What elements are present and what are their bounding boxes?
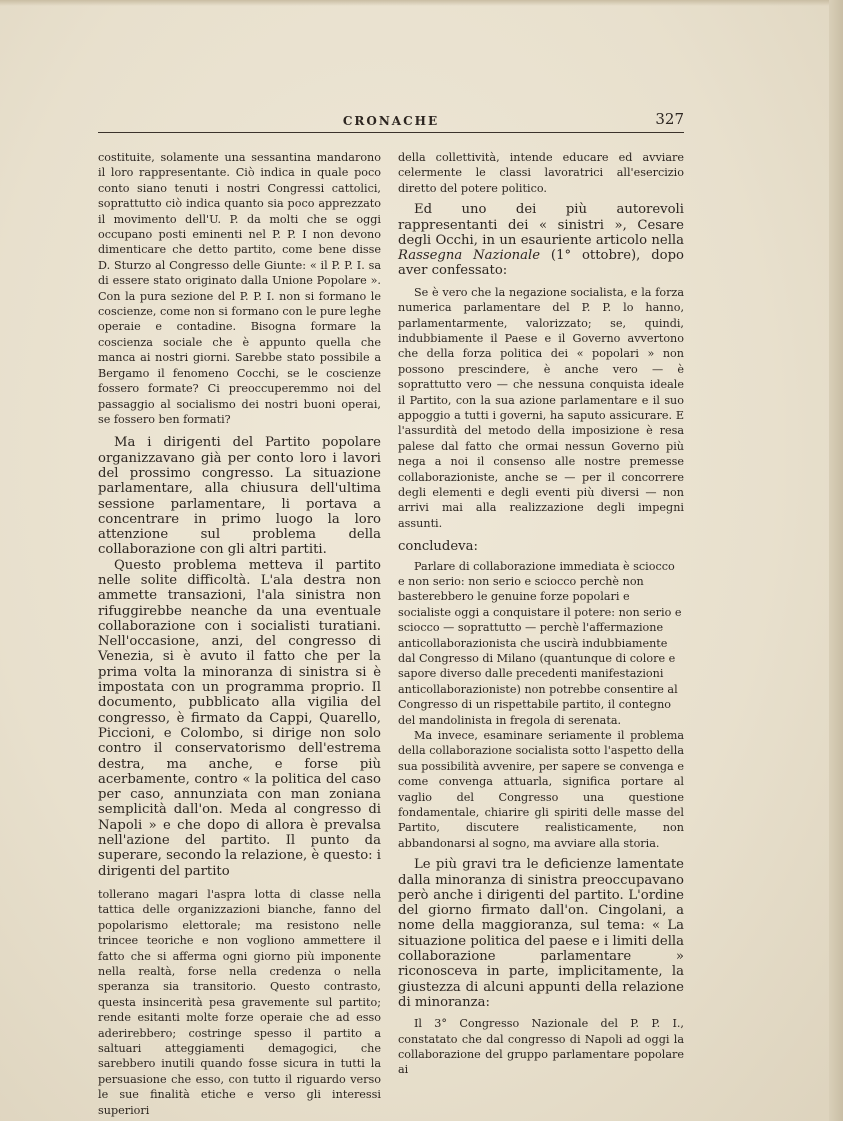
page-header	[98, 112, 684, 134]
paragraph-left-2: Ma i dirigenti del Partito popolare organizzavano già per conto loro i lavori del prossimo congresso. La situazione parlamentare, alla chiusura dell'ultima sessione parlamentare, li portava a concentrare in primo luogo la loro attenzione sul problema della collaborazione con gli altri partiti.	[98, 435, 381, 558]
paragraph-right-2-text-a: Ed uno dei più autorevoli rappresentanti dei « sinistri », Cesare degli Occhi, in un esauriente articolo nella	[398, 202, 684, 248]
quote-right-1: della collettività, intende educare ed avviare celermente le classi lavoratrici all'esercizio diretto del potere politico.	[398, 151, 684, 195]
quote-left-1: tollerano magari l'aspra lotta di classe nella tattica delle organizzazioni bianche, fanno del popolarismo elettorale; ma resistono nelle trincee teoriche e non vogliono ammettere il fatto che si afferma ogni giorno più imponente nella realtà, forse nella credenza o nella speranza sia transitorio. Questo contrasto, questa insincerità pesa gravemente sul partito; rende esitanti molte forze operaie che ad esso aderirebbero; costringe spesso il partito a saltuari atteggiamenti demagogici, che sarebbero inutili quando fosse sicura in tutti la persuasione che esso, con tutto il riguardo verso le sue finalità etiche e verso gli interessi superiori	[98, 887, 381, 1117]
paragraph-right-2	[398, 202, 684, 278]
paragraph-right-2-text-b: (1° ottobre), dopo aver confessato:	[398, 248, 684, 279]
quote-right-2: Se è vero che la negazione socialista, e la forza numerica parlamentare del P. P. lo hanno, parlamentarmente, valorizzato; se, quindi, indubbiamente il Paese e il Governo avvertono che della forza politica dei « popolari » non possono prescindere, è anche vero — è soprattutto vero — che nessuna conquista ideale il Partito, con la sua azione parlamentare e il suo appoggio a tutti i governi, ha saputo assicurare. E l'assurdità del metodo della imposizione è resa palese dal fatto che ormai nessun Governo più nega a noi il consenso alle nostre premesse collaborazioniste, anche se — per il concorrere degli elementi e degli eventi più diversi — non arrivi mai alla realizzazione degli impegni assunti.	[398, 285, 684, 530]
paragraph-right-7: Le più gravi tra le deficienze lamentate dalla minoranza di sinistra preoccupavano però anche i dirigenti del partito. L'ordine del giorno firmato dall'on. Cingolani, a nome della maggioranza, sul tema: « La situazione politica del paese e i limiti della collaborazione parlamentare » riconosceva in parte, implicitamente, la giustezza di alcuni appunti della relazione di minoranza:	[398, 857, 684, 1010]
paragraph-right-lead-in: concludeva:	[398, 539, 478, 555]
journal-title: Rassegna Nazionale	[398, 248, 541, 264]
quote-right-5: Il 3° Congresso Nazionale del P. P. I., constatato che dal congresso di Napoli ad oggi la collaborazione del gruppo parlamentare popolare ai	[398, 1017, 684, 1077]
right-column	[398, 150, 684, 1078]
quote-right-3: Parlare di collaborazione immediata è sciocco e non serio: non serio e sciocco perchè non basterebbero le genuine forze popolari e socialiste oggi a conquistare il potere: non serio e sciocco — soprattutto — perchè l'affermazione anticollaborazionista che uscirà indubbiamente dal Congresso di Milano (quantunque di colore e sapore diverso dalle precedenti manifestazioni anticollaborazioniste) non potrebbe consentire al Congresso di un rispettabile partito, il contegno del mandolinista in fregola di serenata.	[398, 559, 682, 727]
paragraph-left-3: Questo problema metteva il partito nelle solite difficoltà. L'ala destra non ammette transazioni, l'ala sinistra non rifuggirebbe neanche da una eventuale collaborazione con i socialisti turatiani. Nell'occasione, anzi, del congresso di Venezia, si è avuto il fatto che per la prima volta la minoranza di sinistra si è impostata con un programma proprio. Il documento, pubblicato alla vigilia del congresso, è firmato da Cappi, Quarello, Piccioni, e Colombo, si dirige non solo contro il conservatorismo dell'estrema destra, ma anche, e forse più acerbamente, contro « la politica del caso per caso, annunziata con man zoniana semplicità dall'on. Meda al congresso di Napoli » e che dopo di allora è prevalsa nell'azione del partito. Il punto da superare, secondo la relazione, è questo: i dirigenti del partito	[98, 557, 381, 879]
header-rule	[98, 132, 684, 133]
page-number: 327	[655, 110, 684, 128]
page-top-edge	[0, 0, 843, 6]
quote-right-4: Ma invece, esaminare seriamente il problema della collaborazione socialista sotto l'aspetto della sua possibilità avvenire, per sapere se convenga e come convenga attuarla, significa portare al vaglio del Congresso una questione fondamentale, chiarire gli spiriti delle masse del Partito, discutere realisticamente, non abbandonarsi al sogno, ma avviare alla storia.	[398, 728, 684, 850]
page-right-edge	[829, 0, 843, 1121]
paragraph-left-1: costituite, solamente una sessantina mandarono il loro rappresentante. Ciò indica in quale poco conto siano tenuti i nostri Congressi cattolici, soprattutto ciò indica quanto sia poco apprezzato il movimento dell'U. P. da molti che se oggi occupano posti eminenti nel P. P. I non devono dimenticare che detto partito, come bene disse D. Sturzo al Congresso delle Giunte: « il P. P. I. sa di essere stato originato dalla Unione Popolare ». Con la pura sezione del P. P. I. non si formano le coscienze, come non si formano con le pure leghe operaie e contadine. Bisogna formare la coscienza sociale che è appunto quella che manca ai nostri giorni. Sarebbe stato possibile a Bergamo il fenomeno Cocchi, se le coscienze fossero formate? Ci preoccuperemmo noi del passaggio al socialismo dei nostri buoni operai, se fossero ben formati?	[98, 151, 381, 426]
running-title: CRONACHE	[342, 114, 440, 128]
left-column	[98, 150, 381, 1118]
